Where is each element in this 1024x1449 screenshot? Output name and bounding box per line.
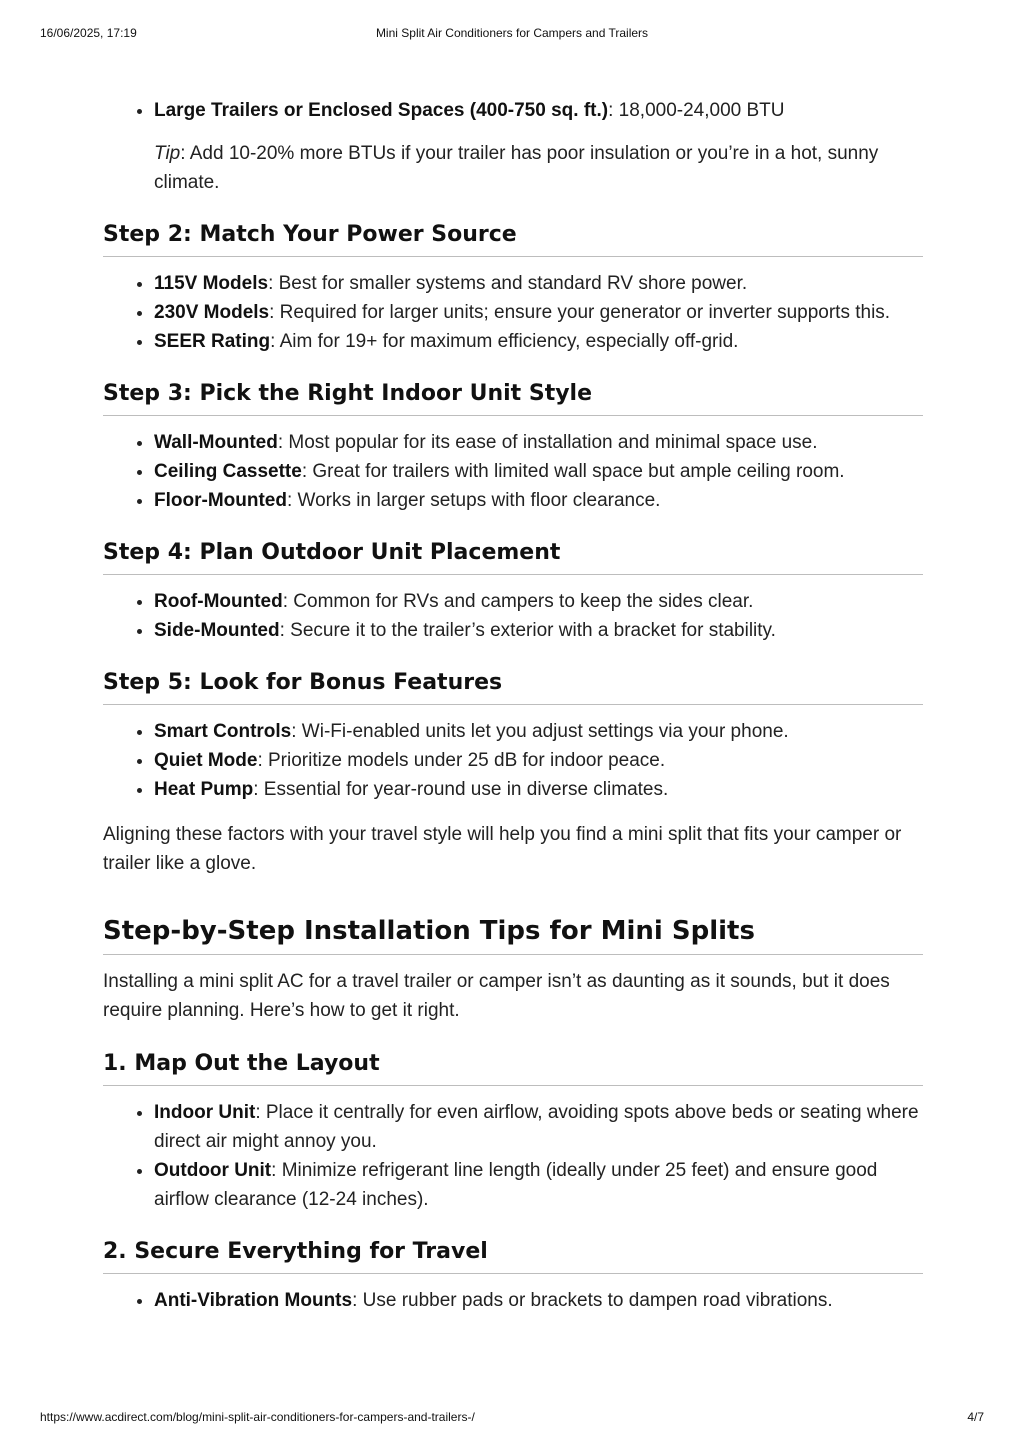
item-term: Anti-Vibration Mounts (154, 1290, 353, 1311)
page-url: https://www.acdirect.com/blog/mini-split-air-conditioners-for-campers-and-trailers-/ (40, 1410, 475, 1424)
item-text: : Secure it to the trailer’s exterior with a bracket for stability. (279, 620, 776, 641)
list-item (154, 486, 923, 515)
item-text: : Common for RVs and campers to keep the sides clear. (282, 591, 754, 612)
item-term: Quiet Mode (154, 750, 258, 771)
item-text: : Most popular for its ease of installation and minimal space use. (277, 432, 818, 453)
item-text: : Aim for 19+ for maximum efficiency, especially off-grid. (270, 331, 739, 352)
list-item (154, 1156, 923, 1214)
bullet-list (103, 96, 923, 125)
bullet-list (103, 717, 923, 804)
item-term: Floor-Mounted (154, 490, 287, 511)
item-text: : Great for trailers with limited wall space but ample ceiling room. (301, 461, 845, 482)
bullet-list (103, 269, 923, 356)
article-content (103, 96, 923, 1315)
item-text: : 18,000-24,000 BTU (608, 100, 785, 121)
bullet-list (103, 587, 923, 645)
item-term: 115V Models (154, 273, 269, 294)
item-term: Large Trailers or Enclosed Spaces (400-750 sq. ft.) (154, 100, 609, 121)
step-2-section (103, 221, 923, 356)
item-term: Ceiling Cassette (154, 461, 302, 482)
installation-heading: Step-by-Step Installation Tips for Mini Splits (103, 914, 923, 955)
print-footer (40, 1410, 984, 1426)
step-4-section (103, 539, 923, 645)
bullet-list (103, 1098, 923, 1214)
section-heading: 1. Map Out the Layout (103, 1050, 923, 1086)
install-step-1-section (103, 1050, 923, 1214)
item-term: Outdoor Unit (154, 1160, 272, 1181)
print-datetime: 16/06/2025, 17:19 (40, 26, 137, 40)
item-term: Smart Controls (154, 721, 292, 742)
list-item (154, 298, 923, 327)
item-text: : Wi-Fi-enabled units let you adjust settings via your phone. (291, 721, 789, 742)
section-heading: 2. Secure Everything for Travel (103, 1238, 923, 1274)
print-header (40, 26, 984, 42)
item-text: : Place it centrally for even airflow, avoiding spots above beds or seating where direct air might annoy you. (154, 1102, 919, 1152)
list-item (154, 428, 923, 457)
section-heading: Step 2: Match Your Power Source (103, 221, 923, 257)
bullet-list (103, 1286, 923, 1315)
list-item (154, 746, 923, 775)
section-heading: Step 3: Pick the Right Indoor Unit Style (103, 380, 923, 416)
item-text: : Minimize refrigerant line length (ideally under 25 feet) and ensure good airflow clearance (12-24 inches). (154, 1160, 878, 1210)
item-text: : Use rubber pads or brackets to dampen road vibrations. (352, 1290, 833, 1311)
list-item (154, 96, 923, 125)
installation-section (103, 914, 923, 1315)
item-term: Side-Mounted (154, 620, 280, 641)
list-item (154, 1098, 923, 1156)
item-text: : Works in larger setups with floor clearance. (286, 490, 661, 511)
item-term: Indoor Unit (154, 1102, 256, 1123)
item-term: Wall-Mounted (154, 432, 278, 453)
tip-text: : Add 10-20% more BTUs if your trailer has poor insulation or you’re in a hot, sunny climate. (154, 143, 879, 193)
print-page-title: Mini Split Air Conditioners for Campers and Trailers (375, 26, 649, 40)
item-text: : Essential for year-round use in diverse climates. (253, 779, 669, 800)
list-item (154, 1286, 923, 1315)
item-term: Heat Pump (154, 779, 254, 800)
installation-intro: Installing a mini split AC for a travel trailer or camper isn’t as daunting as it sounds, but it does require planning. Here’s how to get it right. (103, 971, 890, 1021)
item-term: SEER Rating (154, 331, 271, 352)
item-term: 230V Models (154, 302, 270, 323)
item-text: : Prioritize models under 25 dB for indoor peace. (257, 750, 666, 771)
list-item (154, 717, 923, 746)
list-item (154, 457, 923, 486)
list-item (154, 775, 923, 804)
item-text: : Required for larger units; ensure your generator or inverter supports this. (269, 302, 891, 323)
list-item (154, 269, 923, 298)
step-5-section (103, 669, 923, 804)
list-item (154, 587, 923, 616)
tip-label: Tip (154, 143, 181, 164)
step-3-section (103, 380, 923, 515)
section-heading: Step 4: Plan Outdoor Unit Placement (103, 539, 923, 575)
section-heading: Step 5: Look for Bonus Features (103, 669, 923, 705)
install-step-2-section (103, 1238, 923, 1315)
bullet-list (103, 428, 923, 515)
tip-paragraph (154, 139, 923, 197)
list-item (154, 616, 923, 645)
list-item (154, 327, 923, 356)
page-number: 4/7 (967, 1410, 984, 1424)
closing-paragraph: Aligning these factors with your travel style will help you find a mini split that fits your camper or trailer like a glove. (103, 824, 902, 874)
item-term: Roof-Mounted (154, 591, 283, 612)
item-text: : Best for smaller systems and standard RV shore power. (268, 273, 748, 294)
